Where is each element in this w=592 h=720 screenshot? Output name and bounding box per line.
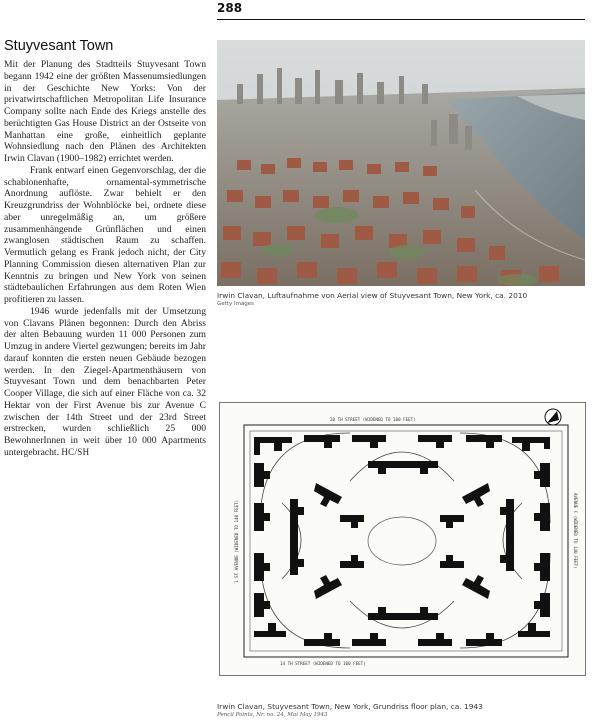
aerial-photo bbox=[217, 40, 585, 286]
plan-label-bottom: 14 TH STREET (WIDENED TO 100 FEET) bbox=[280, 661, 366, 666]
paragraph-3-text: 1946 wurde jedenfalls mit der Umsetzung von Clavans Plänen begonnen: Durch den Abriss der alten Bebauung wurden 11 000 Personen zum Umzug in andere Viertel gezwungen; bereits im Jahr darauf konnten die ersten neuen Gebäude bezogen werden. In den Ziegel-Apartmenthäusern von Stuyvesant Town und dem benachbarten Peter Cooper Village, die sich auf einer Fläche von ca. 32 Hektar von der First Avenue bis zur Avenue C zwischen der 14th Street und der 23rd Street erstrecken, wurden schließlich 25 000 BewohnerInnen in weit über 10 000 Apartments untergebracht. bbox=[4, 305, 206, 458]
photo-caption: Irwin Clavan, Luftaufnahme von Aerial view of Stuyvesant Town, New York, ca. 2010 bbox=[217, 291, 528, 300]
plan-caption: Irwin Clavan, Stuyvesant Town, New York, Grundriss floor plan, ca. 1943 bbox=[217, 702, 483, 711]
plan-label-right: AVENUE C (WIDENED TO 140 FEET) bbox=[573, 493, 578, 569]
north-arrow-icon bbox=[545, 409, 561, 425]
page-number: 288 bbox=[217, 1, 243, 15]
article-body bbox=[4, 59, 206, 459]
paragraph-3 bbox=[4, 306, 206, 459]
floor-plan bbox=[219, 402, 586, 676]
plan-credit: Pencil Points, Nr. no. 24, Mai May 1943 bbox=[217, 712, 328, 718]
paragraph-2: Frank entwarf einen Gegenvorschlag, der die schablonenhafte, ornamental-symmetrische Anordnung auflöste. Zwar behielt er den Kreuzgrundriss der Wohnblöcke bei, ordnete diese aber unregelmäßig an, um größere zusammenhängende Grünflächen und einen zwanglosen städtischen Raum zu schaffen. Vermutlich gelang es Frank jedoch nicht, der City Planning Commission diesen alternativen Plan zur Kenntnis zu bringen und New York von seinen städtebaulichen Erfahrungen aus dem Roten Wien profitieren zu lassen. bbox=[4, 164, 206, 305]
header-rule bbox=[217, 19, 585, 20]
author-signature: HC/SH bbox=[61, 446, 90, 457]
plan-label-left: 1 ST AVENUE (WIDENED TO 140 FEET) bbox=[234, 499, 239, 583]
photo-credit: Getty Images bbox=[217, 301, 255, 307]
paragraph-1: Mit der Planung des Stadtteils Stuyvesant Town begann 1942 eine der größten Massenumsiedlungen in der Geschichte New Yorks: Von der privatwirtschaftlichen Metropolitan Life Insurance Company sollte nach Ende des Kriegs anstelle des berüchtigten Gas House District an der Ostseite von Manhattan eine große, einheitlich geplante Wohnsiedlung nach den Plänen des Architekten Irwin Clavan (1900–1982) errichtet werden. bbox=[4, 59, 206, 164]
article-title: Stuyvesant Town bbox=[4, 38, 114, 54]
plan-label-top: 20 TH STREET (WIDENED TO 100 FEET) bbox=[330, 417, 416, 422]
plan-buildings bbox=[254, 435, 550, 646]
